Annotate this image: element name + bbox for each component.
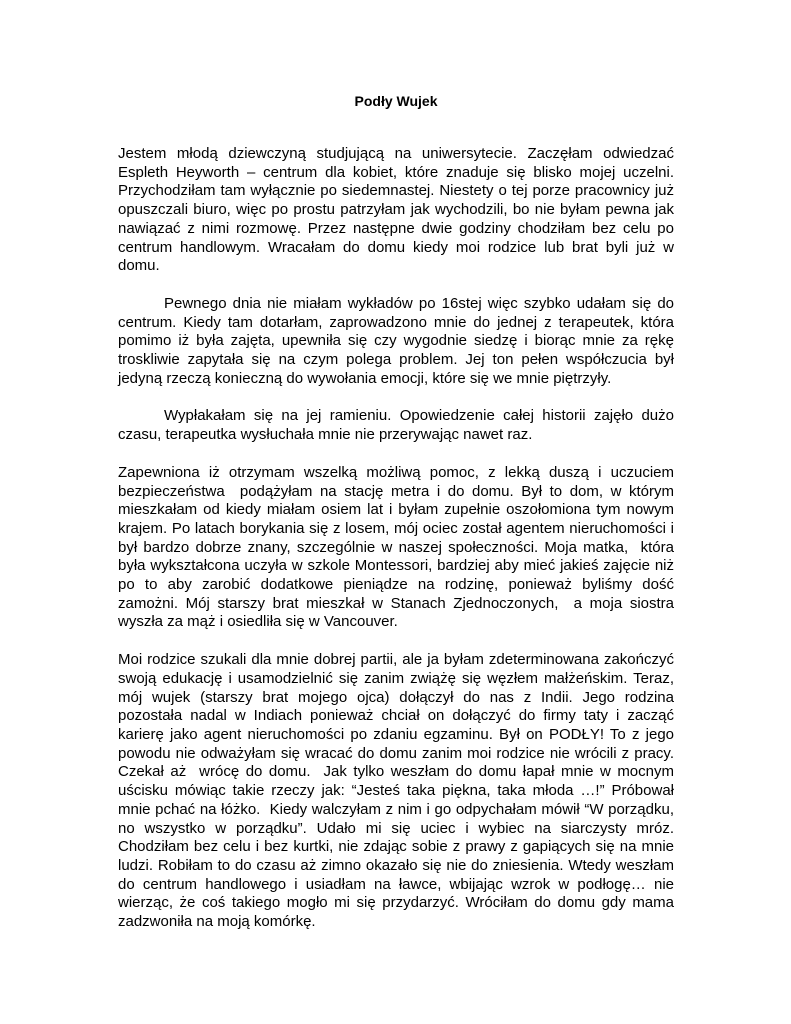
paragraph-5: Moi rodzice szukali dla mnie dobrej partii, ale ja byłam zdeterminowana zakończyć swoją edukację i usamodzielnić się zanim zwiążę się węzłem małżeńskim. Teraz, mój wujek (starszy brat mojego ojca) dołączył do nas z Indii. Jego rodzina pozostała nadal w Indiach ponieważ chciał on dołączyć do firmy taty i zacząć karierę jako agent nieruchomości po zdaniu egzaminu. Był on PODŁY! To z jego powodu nie odważyłam się wracać do domu zanim moi rodzice nie wrócili z pracy. Czekał aż wrócę do domu. Jak tylko weszłam do domu łapał mnie w mocnym uścisku mówiąc takie rzeczy jak: “Jesteś taka piękna, taka młoda …!” Próbował mnie pchać na łóżko. Kiedy walczyłam z nim i go odpychałam mówił “W porządku, no wszystko w porządku”. Udało mi się uciec i wybiec na siarczysty mróz. Chodziłam bez celu i bez kurtki, nie zdając sobie z prawy z gapiących się na mnie ludzi. Robiłam to do czasu aż zimno okazało się nie do zniesienia. Wtedy weszłam do centrum handlowego i usiadłam na ławce, wbijając wzrok w podłogę… nie wierząc, że coś takiego mogło mi się przydarzyć. Wróciłam do domu gdy mama zadzwoniła na moją komórkę. <box>118 651 679 931</box>
paragraph-1: Jestem młodą dziewczyną studjującą na uniwersytecie. Zaczęłam odwiedzać Espleth Heyworth – centrum dla kobiet, które znaduje się blisko mojej uczelni. Przychodziłam tam wyłącznie po siedemnastej. Niestety o tej porze pracownicy już opuszczali biuro, więc po prostu patrzyłam jak wychodzili, bo nie byłam pewna jak nawiązać z nimi rozmowę. Przez następne dwie godziny chodziłam bez celu po centrum handlowym. Wracałam do domu kiedy moi rodzice lub brat byli już w domu. <box>118 145 679 275</box>
document-page <box>118 92 679 951</box>
paragraph-2: Pewnego dnia nie miałam wykładów po 16stej więc szybko udałam się do centrum. Kiedy tam dotarłam, zaprowadzono mnie do jednej z terapeutek, która pomimo iż była zajęta, upewniła się czy wygodnie siedzę i biorąc mnie za rękę troskliwie zapytała się na czym polega problem. Jej ton pełen współczucia był jedyną rzeczą konieczną do wywołania emocji, które się we mnie piętrzyły. <box>118 294 679 387</box>
document-title: Podły Wujek <box>354 93 438 109</box>
paragraph-4: Zapewniona iż otrzymam wszelką możliwą pomoc, z lekką duszą i uczuciem bezpieczeństwa podążyłam na stację metra i do domu. Był to dom, w którym mieszkałam od kiedy miałam osiem lat i byłam zupełnie oszołomiona tym nowym krajem. Po latach borykania się z losem, mój ociec został agentem nieruchomości i był bardzo dobrze znany, szczególnie w naszej społeczności. Moja matka, która była wykształcona uczyła w szkole Montessori, bardziej aby mieć jakieś zajęcie niż po to aby zarobić dodatkowe pieniądze na rodzinę, ponieważ byliśmy dość zamożni. Mój starszy brat mieszkał w Stanach Zjednoczonych, a moja siostra wyszła za mąż i osiedliła się w Vancouver. <box>118 463 679 631</box>
paragraph-3: Wypłakałam się na jej ramieniu. Opowiedzenie całej historii zajęło dużo czasu, terapeutka wysłuchała mnie nie przerywając nawet raz. <box>118 407 679 444</box>
